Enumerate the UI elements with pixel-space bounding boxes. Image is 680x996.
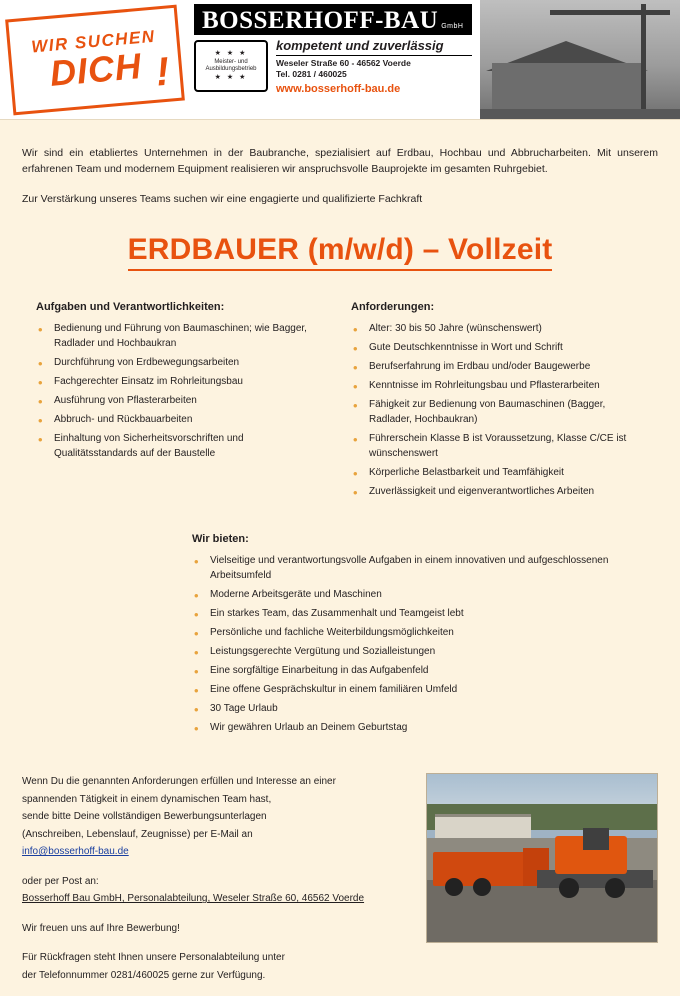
list-item: • Abbruch- und Rückbauarbeiten [36,412,329,427]
photo-ground [480,109,680,119]
apply-line-1: Wenn Du die genannten Anforderungen erfüllen und Interesse an einer [22,776,336,788]
company-brand: BOSSERHOFF-BAU [202,7,439,34]
requirements-list [351,321,644,499]
tasks-list [36,321,329,461]
list-item: • Eine offene Gesprächskultur in einem familiären Umfeld [192,682,644,697]
apply-line-4: (Anschreiben, Lebenslauf, Zeugnisse) per E-Mail an [22,828,253,840]
list-item: • Führerschein Klasse B ist Voraussetzung, Klasse C/CE ist wünschenswert [351,431,644,461]
list-item: • Körperliche Belastbarkeit und Teamfähigkeit [351,465,644,480]
crane-jib-icon [550,10,670,15]
benefits-section [22,533,658,735]
company-logo-block [190,0,480,119]
photo-building [492,63,642,111]
list-item: • Moderne Arbeitsgeräte und Maschinen [192,587,644,602]
seal-stars-bottom: ★ ★ ★ [214,73,248,81]
seal-stars-top: ★ ★ ★ [214,50,248,58]
list-item: • Berufserfahrung im Erdbau und/oder Baugewerbe [351,359,644,374]
stamp-exclamation: ! [154,49,172,95]
questions-line-1: Für Rückfragen steht Ihnen unsere Personalabteilung unter [22,952,285,964]
list-item: • Bedienung und Führung von Baumaschinen; wie Bagger, Radlader und Hochbaukran [36,321,329,351]
requirements-column [351,301,644,503]
questions-paragraph [22,949,410,984]
list-item: • Kenntnisse im Rohrleitungsbau und Pflasterarbeiten [351,378,644,393]
two-column-section [22,301,658,503]
list-item: • Ein starkes Team, das Zusammenhalt und Teamgeist lebt [192,606,644,621]
tasks-heading: Aufgaben und Verantwortlichkeiten: [36,301,225,314]
intro-paragraph-1: Wir sind ein etabliertes Unternehmen in der Baubranche, spezialisiert auf Erdbau, Hochbau und Abbrucharbeiten. Mit unserem erfahrenen Team und modernem Equipment realisieren wir anspruchsvolle Bauprojekte im gesamten Ruhrgebiet. [22,146,658,175]
hiring-stamp-area [0,0,190,119]
list-item: • Persönliche und fachliche Weiterbildungsmöglichkeiten [192,625,644,640]
footer-machine-photo [426,773,658,943]
apply-line-2: spannenden Tätigkeit in einem dynamischen Team hast, [22,793,272,805]
apply-paragraph [22,773,410,861]
list-item: • Zuverlässigkeit und eigenverantwortliches Arbeiten [351,484,644,499]
list-item: • Alter: 30 bis 50 Jahre (wünschenswert) [351,321,644,336]
post-label: oder per Post an: [22,875,99,887]
intro-paragraph-2: Zur Verstärkung unseres Teams suchen wir eine engagierte und qualifizierte Fachkraft [22,193,423,206]
job-title-wrapper [22,233,658,271]
company-address-line-2: Tel. 0281 / 460025 [276,69,347,80]
seal-line-1: Meister- und [214,58,248,65]
company-website[interactable]: www.bosserhoff-bau.de [276,82,401,95]
company-legal-suffix: GmbH [441,23,464,30]
tasks-column [36,301,329,503]
list-item: • Vielseitige und verantwortungsvolle Aufgaben in einem innovativen und aufgeschlossenen Arbeitsumfeld [192,553,644,583]
meisterbetrieb-seal [194,40,268,92]
list-item: • Fähigkeit zur Bedienung von Baumaschinen (Bagger, Radlader, Hochbaukran) [351,397,644,427]
photo-loader-cab [583,828,609,850]
post-address: Bosserhoff Bau GmbH, Personalabteilung, Weseler Straße 60, 46562 Voerde [22,893,365,905]
header-construction-photo [480,0,680,119]
stamp-line-1: WIR SUCHEN [30,26,157,56]
application-instructions [22,773,410,996]
stamp-line-2: DICH [48,44,144,94]
questions-line-2: der Telefonnummer 0281/460025 gerne zur Verfügung. [22,969,266,981]
list-item: • Gute Deutschkenntnisse in Wort und Schrift [351,340,644,355]
list-item: • Wir gewähren Urlaub an Deinem Geburtstag [192,720,644,735]
page-footer [0,739,680,996]
benefits-heading: Wir bieten: [192,533,249,546]
company-address-line-1: Weseler Straße 60 - 46562 Voerde [276,58,411,68]
list-item: • Einhaltung von Sicherheitsvorschriften und Qualitätsstandards auf der Baustelle [36,431,329,461]
application-email-link[interactable]: info@bosserhoff-bau.de [22,846,129,858]
benefits-list [192,553,644,735]
photo-hall-building [435,814,531,838]
company-name-bar [194,4,472,35]
requirements-heading: Anforderungen: [351,301,435,314]
list-item: • 30 Tage Urlaub [192,701,644,716]
list-item: • Fachgerechter Einsatz im Rohrleitungsbau [36,374,329,389]
list-item: • Leistungsgerechte Vergütung und Sozialleistungen [192,644,644,659]
page-header [0,0,680,120]
list-item: • Durchführung von Erdbewegungsarbeiten [36,355,329,370]
page-content [0,120,680,735]
postal-paragraph [22,873,410,908]
list-item: • Ausführung von Pflasterarbeiten [36,393,329,408]
job-title: ERDBAUER (m/w/d) – Vollzeit [128,233,553,271]
seal-line-2: Ausbildungsbetrieb [205,66,257,73]
list-item: • Eine sorgfältige Einarbeitung in das Aufgabenfeld [192,663,644,678]
closing-line: Wir freuen uns auf Ihre Bewerbung! [22,922,180,934]
wir-suchen-dich-stamp [5,4,185,115]
crane-mast-icon [641,4,646,112]
company-slogan: kompetent und zuverlässig [276,38,472,56]
apply-line-3: sende bitte Deine vollständigen Bewerbungsunterlagen [22,811,267,823]
